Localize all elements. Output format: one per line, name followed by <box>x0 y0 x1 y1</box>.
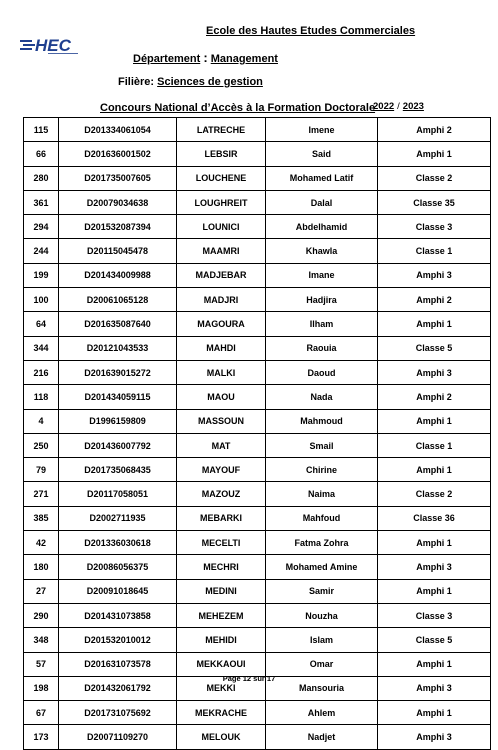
last-name-cell: MECELTI <box>177 531 266 555</box>
table-row <box>24 628 491 652</box>
candidate-id-cell: D1996159809 <box>59 409 177 433</box>
logo-text: HEC <box>35 36 71 55</box>
table-row <box>24 263 491 287</box>
table-row <box>24 336 491 360</box>
last-name-cell: MAHDI <box>177 336 266 360</box>
table-row <box>24 142 491 166</box>
first-name-cell: Chirine <box>266 458 378 482</box>
first-name-cell: Imene <box>266 118 378 142</box>
row-number-cell: 79 <box>24 458 59 482</box>
row-number-cell: 180 <box>24 555 59 579</box>
year-separator: / <box>397 101 400 112</box>
row-number-cell: 173 <box>24 725 59 749</box>
first-name-cell: Imane <box>266 263 378 287</box>
candidate-id-cell: D201432061792 <box>59 676 177 700</box>
candidate-id-cell: D20071109270 <box>59 725 177 749</box>
first-name-cell: Nouzha <box>266 603 378 627</box>
table-row <box>24 360 491 384</box>
last-name-cell: MASSOUN <box>177 409 266 433</box>
last-name-cell: LOUGHREIT <box>177 190 266 214</box>
table-row <box>24 458 491 482</box>
table-row <box>24 118 491 142</box>
row-number-cell: 385 <box>24 506 59 530</box>
table-row <box>24 555 491 579</box>
first-name-cell: Omar <box>266 652 378 676</box>
filiere-line <box>118 76 263 88</box>
room-cell: Amphi 1 <box>378 701 491 725</box>
last-name-cell: MEKKAOUI <box>177 652 266 676</box>
first-name-cell: Hadjira <box>266 288 378 312</box>
candidate-id-cell: D201336030618 <box>59 531 177 555</box>
filiere-label: Filière: <box>118 76 155 88</box>
row-number-cell: 66 <box>24 142 59 166</box>
room-cell: Amphi 1 <box>378 458 491 482</box>
year-end: 2023 <box>402 101 424 112</box>
candidate-id-cell: D20086056375 <box>59 555 177 579</box>
row-number-cell: 271 <box>24 482 59 506</box>
candidate-id-cell: D201735068435 <box>59 458 177 482</box>
last-name-cell: MELOUK <box>177 725 266 749</box>
room-cell: Amphi 3 <box>378 555 491 579</box>
room-cell: Classe 36 <box>378 506 491 530</box>
row-number-cell: 199 <box>24 263 59 287</box>
table-row <box>24 166 491 190</box>
table-row <box>24 190 491 214</box>
room-cell: Amphi 3 <box>378 263 491 287</box>
candidate-id-cell: D20121043533 <box>59 336 177 360</box>
room-cell: Amphi 1 <box>378 312 491 336</box>
candidates-table <box>23 117 491 750</box>
room-cell: Amphi 1 <box>378 579 491 603</box>
candidate-id-cell: D20091018645 <box>59 579 177 603</box>
last-name-cell: LOUNICI <box>177 215 266 239</box>
candidate-id-cell: D20115045478 <box>59 239 177 263</box>
room-cell: Amphi 3 <box>378 725 491 749</box>
table-row <box>24 215 491 239</box>
room-cell: Amphi 2 <box>378 288 491 312</box>
row-number-cell: 344 <box>24 336 59 360</box>
last-name-cell: MEKRACHE <box>177 701 266 725</box>
last-name-cell: MAYOUF <box>177 458 266 482</box>
last-name-cell: MALKI <box>177 360 266 384</box>
first-name-cell: Naima <box>266 482 378 506</box>
room-cell: Amphi 1 <box>378 531 491 555</box>
first-name-cell: Nada <box>266 385 378 409</box>
first-name-cell: Fatma Zohra <box>266 531 378 555</box>
department-line <box>133 50 278 65</box>
row-number-cell: 64 <box>24 312 59 336</box>
candidate-id-cell: D201631073578 <box>59 652 177 676</box>
row-number-cell: 57 <box>24 652 59 676</box>
first-name-cell: Dalal <box>266 190 378 214</box>
last-name-cell: LOUCHENE <box>177 166 266 190</box>
row-number-cell: 198 <box>24 676 59 700</box>
table-row <box>24 409 491 433</box>
candidate-id-cell: D201731075692 <box>59 701 177 725</box>
candidate-id-cell: D201334061054 <box>59 118 177 142</box>
candidate-id-cell: D201532087394 <box>59 215 177 239</box>
table-row <box>24 385 491 409</box>
room-cell: Classe 2 <box>378 482 491 506</box>
table-row <box>24 482 491 506</box>
first-name-cell: Mansouria <box>266 676 378 700</box>
room-cell: Classe 1 <box>378 433 491 457</box>
last-name-cell: MEBARKI <box>177 506 266 530</box>
table-row <box>24 579 491 603</box>
row-number-cell: 67 <box>24 701 59 725</box>
table-row <box>24 701 491 725</box>
school-name: Ecole des Hautes Etudes Commerciales <box>206 25 416 37</box>
table-row <box>24 312 491 336</box>
first-name-cell: Daoud <box>266 360 378 384</box>
table-row <box>24 725 491 749</box>
last-name-cell: MAT <box>177 433 266 457</box>
last-name-cell: LEBSIR <box>177 142 266 166</box>
candidate-id-cell: D201636001502 <box>59 142 177 166</box>
last-name-cell: MEKKI <box>177 676 266 700</box>
last-name-cell: MAGOURA <box>177 312 266 336</box>
table-row <box>24 531 491 555</box>
table-row <box>24 506 491 530</box>
row-number-cell: 244 <box>24 239 59 263</box>
room-cell: Amphi 1 <box>378 652 491 676</box>
room-cell: Amphi 1 <box>378 409 491 433</box>
candidate-id-cell: D201431073858 <box>59 603 177 627</box>
room-cell: Classe 5 <box>378 336 491 360</box>
last-name-cell: MEHEZEM <box>177 603 266 627</box>
candidate-id-cell: D20061065128 <box>59 288 177 312</box>
row-number-cell: 216 <box>24 360 59 384</box>
last-name-cell: MEDINI <box>177 579 266 603</box>
row-number-cell: 361 <box>24 190 59 214</box>
first-name-cell: Said <box>266 142 378 166</box>
row-number-cell: 280 <box>24 166 59 190</box>
department-value: Management <box>210 53 278 65</box>
room-cell: Amphi 2 <box>378 118 491 142</box>
candidate-id-cell: D201532010012 <box>59 628 177 652</box>
row-number-cell: 294 <box>24 215 59 239</box>
last-name-cell: MAAMRI <box>177 239 266 263</box>
room-cell: Classe 3 <box>378 603 491 627</box>
candidate-id-cell: D20117058051 <box>59 482 177 506</box>
concours-title: Concours National d’Accès à la Formation Doctorale <box>100 102 376 114</box>
first-name-cell: Khawla <box>266 239 378 263</box>
table-row <box>24 652 491 676</box>
table-row <box>24 288 491 312</box>
first-name-cell: Ahlem <box>266 701 378 725</box>
row-number-cell: 42 <box>24 531 59 555</box>
candidate-id-cell: D201639015272 <box>59 360 177 384</box>
first-name-cell: Raouia <box>266 336 378 360</box>
candidate-id-cell: D201635087640 <box>59 312 177 336</box>
room-cell: Amphi 2 <box>378 385 491 409</box>
first-name-cell: Samir <box>266 579 378 603</box>
row-number-cell: 348 <box>24 628 59 652</box>
last-name-cell: LATRECHE <box>177 118 266 142</box>
row-number-cell: 4 <box>24 409 59 433</box>
row-number-cell: 115 <box>24 118 59 142</box>
table-row <box>24 239 491 263</box>
first-name-cell: Abdelhamid <box>266 215 378 239</box>
room-cell: Classe 5 <box>378 628 491 652</box>
room-cell: Classe 1 <box>378 239 491 263</box>
candidate-id-cell: D2002711935 <box>59 506 177 530</box>
room-cell: Classe 35 <box>378 190 491 214</box>
room-cell: Amphi 3 <box>378 676 491 700</box>
candidate-id-cell: D201735007605 <box>59 166 177 190</box>
room-cell: Amphi 1 <box>378 142 491 166</box>
table-row <box>24 603 491 627</box>
hec-logo <box>20 34 82 56</box>
last-name-cell: MADJEBAR <box>177 263 266 287</box>
room-cell: Amphi 3 <box>378 360 491 384</box>
last-name-cell: MAZOUZ <box>177 482 266 506</box>
room-cell: Classe 3 <box>378 215 491 239</box>
first-name-cell: Mahmoud <box>266 409 378 433</box>
first-name-cell: Islam <box>266 628 378 652</box>
row-number-cell: 250 <box>24 433 59 457</box>
row-number-cell: 100 <box>24 288 59 312</box>
first-name-cell: Mohamed Latif <box>266 166 378 190</box>
academic-year <box>373 101 424 112</box>
first-name-cell: Mahfoud <box>266 506 378 530</box>
last-name-cell: MADJRI <box>177 288 266 312</box>
page-number: Page 12 sur 17 <box>222 674 276 683</box>
year-start: 2022 <box>373 101 395 112</box>
department-label: Département <box>133 53 201 65</box>
candidate-id-cell: D201434009988 <box>59 263 177 287</box>
first-name-cell: Nadjet <box>266 725 378 749</box>
department-separator: : <box>203 50 208 65</box>
candidate-id-cell: D201434059115 <box>59 385 177 409</box>
candidate-id-cell: D20079034638 <box>59 190 177 214</box>
row-number-cell: 118 <box>24 385 59 409</box>
last-name-cell: MEHIDI <box>177 628 266 652</box>
last-name-cell: MAOU <box>177 385 266 409</box>
room-cell: Classe 2 <box>378 166 491 190</box>
first-name-cell: Smail <box>266 433 378 457</box>
row-number-cell: 27 <box>24 579 59 603</box>
last-name-cell: MECHRI <box>177 555 266 579</box>
filiere-value: Sciences de gestion <box>157 76 263 88</box>
first-name-cell: Ilham <box>266 312 378 336</box>
candidate-id-cell: D201436007792 <box>59 433 177 457</box>
first-name-cell: Mohamed Amine <box>266 555 378 579</box>
row-number-cell: 290 <box>24 603 59 627</box>
table-row <box>24 433 491 457</box>
